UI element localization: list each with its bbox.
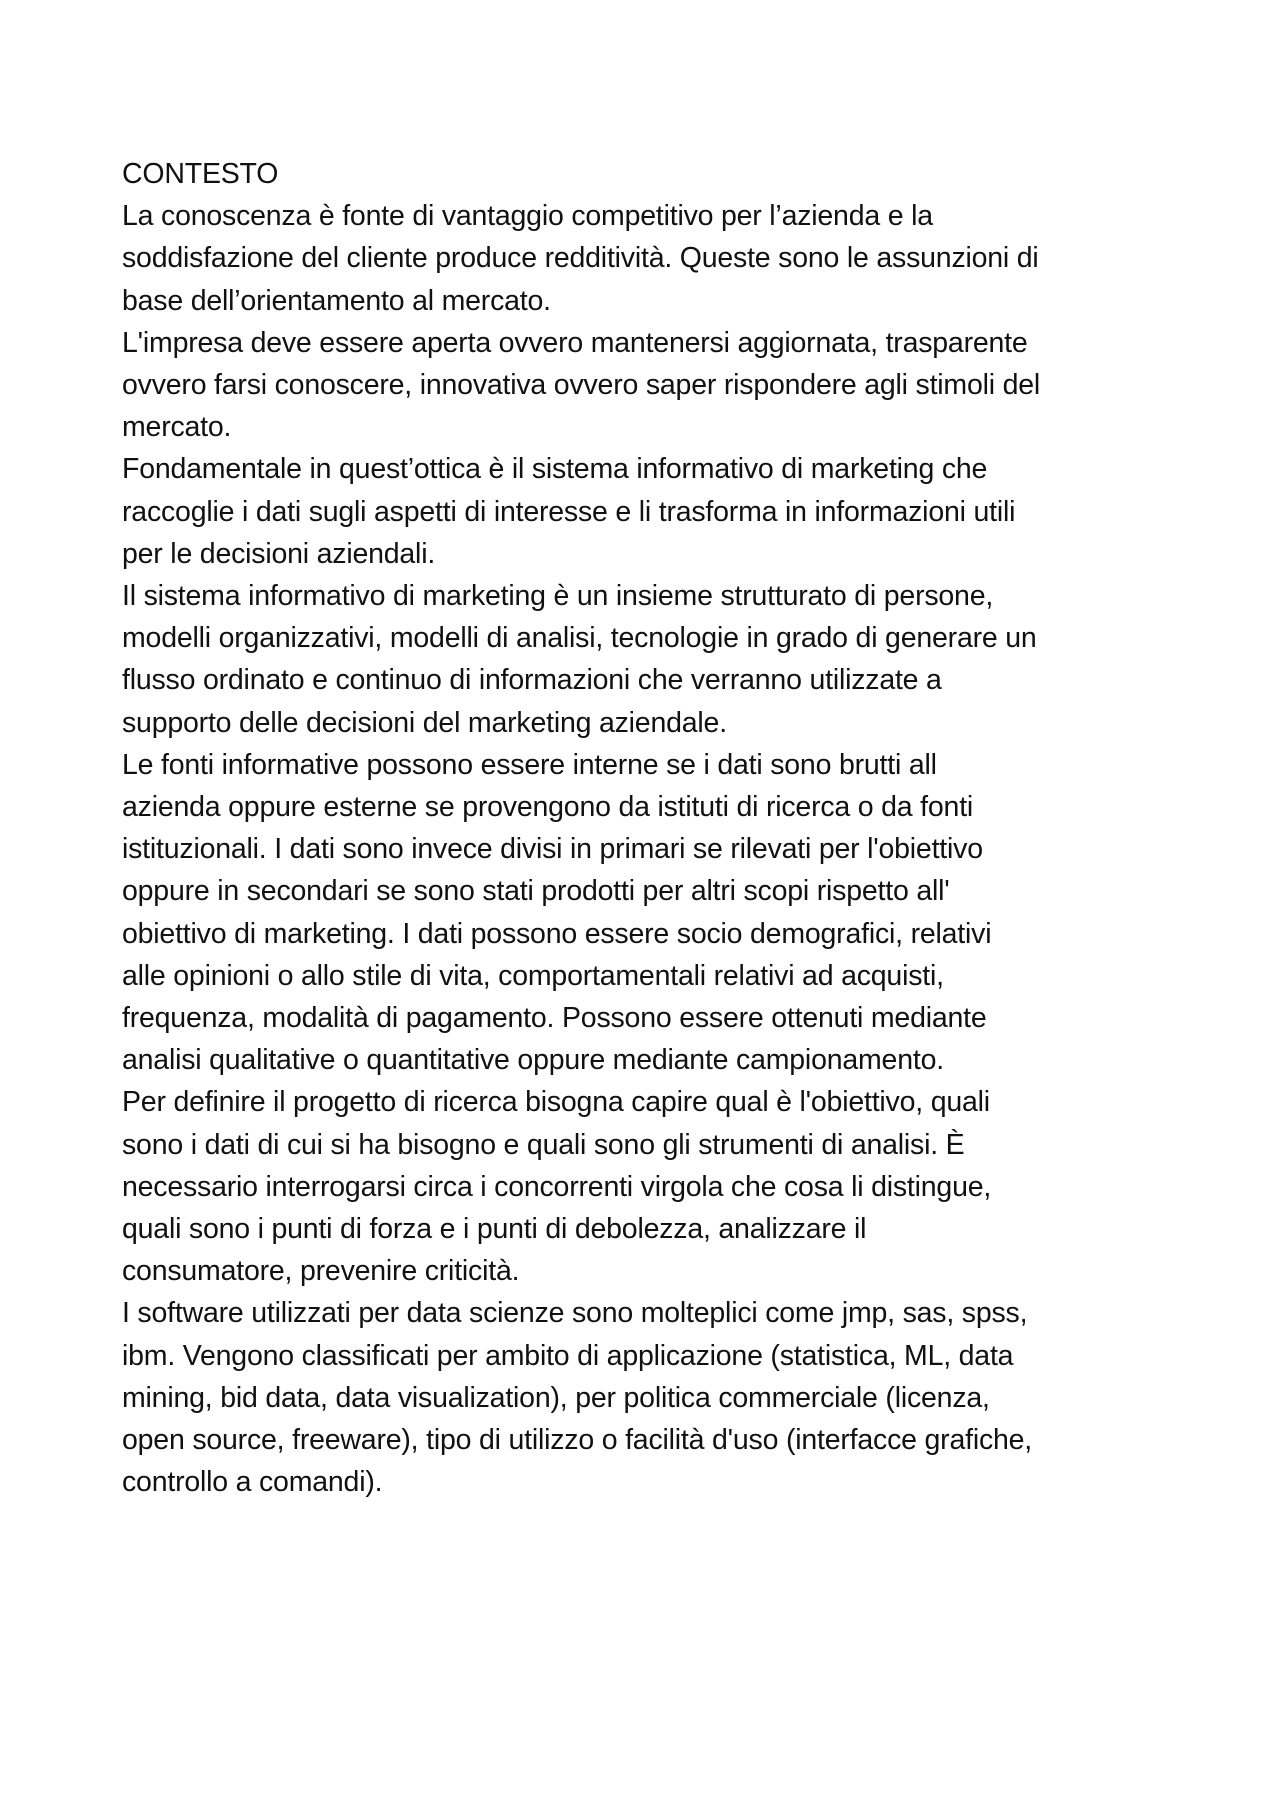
paragraph-open-company: L'impresa deve essere aperta ovvero mantenersi aggiornata, trasparente ovvero farsi conoscere, innovativa ovvero saper rispondere agli stimoli del mercato.	[122, 326, 1041, 444]
paragraph-information-system: Fondamentale in quest’ottica è il sistema informativo di marketing che raccoglie i dati sugli aspetti di interesse e li trasforma in informazioni utili per le decisioni aziendali.	[122, 453, 1016, 570]
paragraph-research-project: Per definire il progetto di ricerca bisogna capire qual è l'obiettivo, quali sono i dati di cui si ha bisogno e quali sono gli strumenti di analisi. È necessario interrogarsi circa i concorrenti virgola che cosa li distingue, quali sono i punti di forza e i punti di debolezza, analizzare il consumatore, prevenire criticità.	[122, 1086, 992, 1288]
paragraph-software: I software utilizzati per data scienze sono molteplici come jmp, sas, spss, ibm. Vengono classificati per ambito di applicazione (statistica, ML, data mining, bid data, data visualization), per politica commerciale (licenza, open source, freeware), tipo di utilizzo o facilità d'uso (interfacce grafiche, controllo a comandi).	[122, 1297, 1033, 1499]
paragraph-knowledge: La conoscenza è fonte di vantaggio competitivo per l’azienda e la soddisfazione del cliente produce redditività. Queste sono le assunzioni di base dell’orientamento al mercato.	[122, 200, 1039, 317]
paragraph-data-sources: Le fonti informative possono essere interne se i dati sono brutti all azienda oppure esterne se provengono da istituti di ricerca o da fonti istituzionali. I dati sono invece divisi in primari se rilevati per l'obiettivo oppure in secondari se sono stati prodotti per altri scopi rispetto all' obiettivo di marketing. I dati possono essere socio demografici, relativi alle opinioni o allo stile di vita, comportamentali relativi ad acquisti, frequenza, modalità di pagamento. Possono essere ottenuti mediante analisi qualitative o quantitative oppure mediante campionamento.	[122, 748, 992, 1077]
document-body	[122, 153, 1182, 1504]
document-heading: CONTESTO	[122, 158, 279, 190]
paragraph-system-definition: Il sistema informativo di marketing è un insieme strutturato di persone, modelli organizzativi, modelli di analisi, tecnologie in grado di generare un flusso ordinato e continuo di informazioni che verranno utilizzate a supporto delle decisioni del marketing aziendale.	[122, 580, 1037, 739]
